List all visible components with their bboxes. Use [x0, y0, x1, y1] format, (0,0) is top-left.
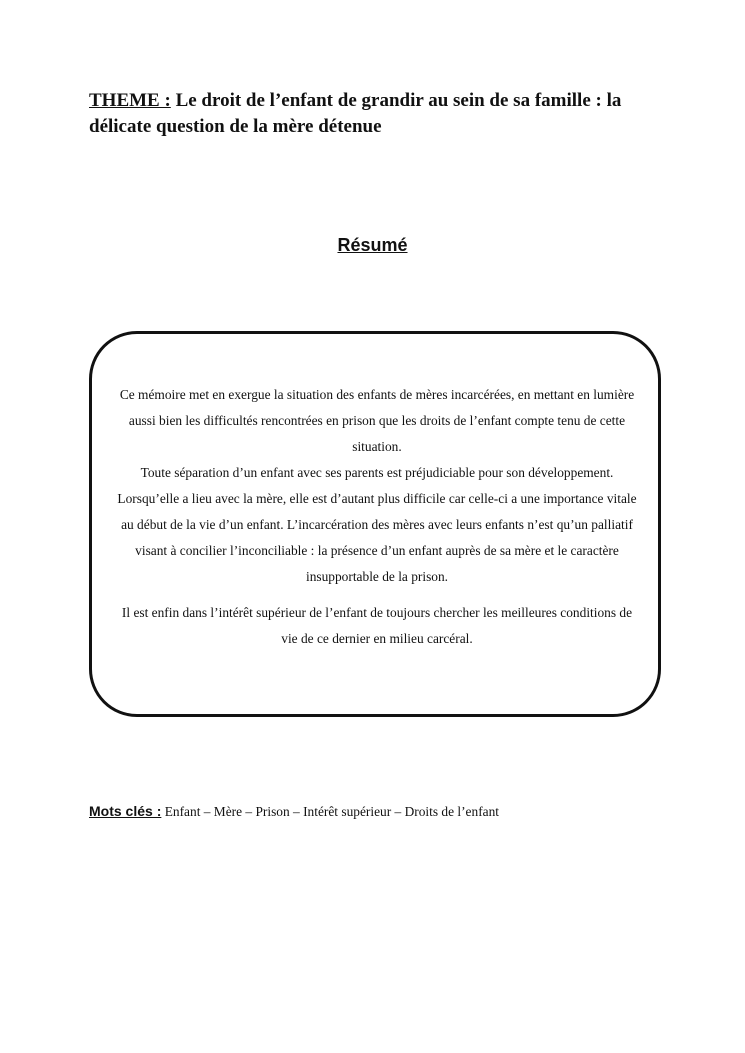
abstract-paragraph-4: Il est enfin dans l’intérêt supérieur de l’enfant de toujours chercher les meilleures conditions de vie de ce dernier en milieu carcéral. [121, 605, 633, 646]
keywords-text: Enfant – Mère – Prison – Intérêt supérieur – Droits de l’enfant [164, 804, 500, 819]
abstract-paragraph-3: Lorsqu’elle a lieu avec la mère, elle est d’autant plus difficile car celle-ci a une importance vitale au début de la vie d’un enfant. L’incarcération des mères avec leurs enfants n’est qu’un palliatif visant à concilier l’inconciliable : la présence d’un enfant auprès de sa mère et le caractère insupportable de la prison. [117, 491, 637, 584]
theme-text: Le droit de l’enfant de grandir au sein de sa famille : la délicate question de la mère détenue [89, 90, 622, 137]
keywords-label: Mots clés : [89, 803, 162, 819]
resume-heading: Résumé [337, 235, 408, 255]
abstract-paragraph-1: Ce mémoire met en exergue la situation des enfants de mères incarcérées, en mettant en lumière aussi bien les difficultés rencontrées en prison que les droits de l’enfant compte tenu de cette situation. [119, 387, 635, 454]
abstract-paragraph-2: Toute séparation d’un enfant avec ses parents est préjudiciable pour son développement. [140, 465, 614, 480]
theme-label: THEME : [89, 90, 171, 111]
keywords-line [89, 802, 689, 821]
theme-title [89, 88, 669, 140]
abstract-text [113, 382, 641, 652]
